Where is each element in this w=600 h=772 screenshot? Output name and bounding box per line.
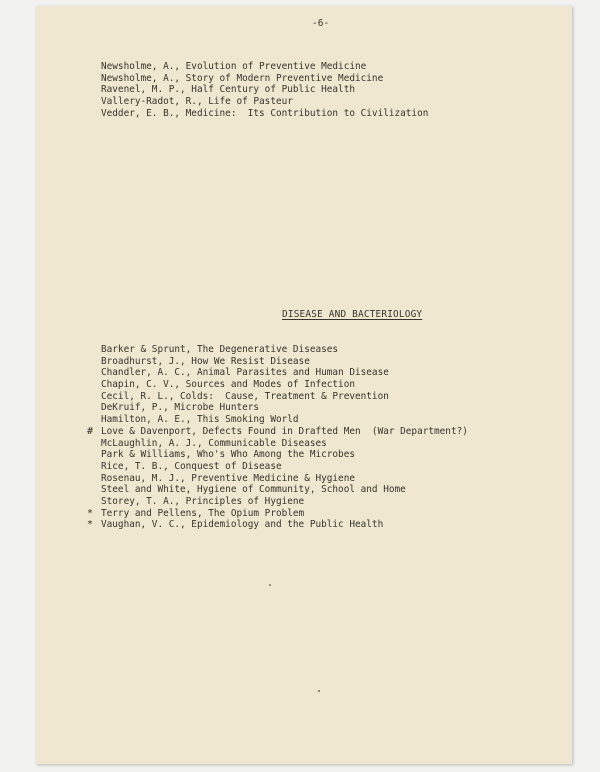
entry-text: Terry and Pellens, The Opium Problem xyxy=(101,507,305,519)
entry-text: Park & Williams, Who's Who Among the Microbes xyxy=(101,449,355,461)
entry-marker: # xyxy=(87,425,94,437)
bibliography-entry xyxy=(101,344,468,356)
entry-text: DeKruif, P., Microbe Hunters xyxy=(101,402,260,414)
entry-text: Vaughan, V. C., Epidemiology and the Public Health xyxy=(101,519,384,531)
paper-speck xyxy=(318,690,320,692)
section-heading: DISEASE AND BACTERIOLOGY xyxy=(282,309,423,320)
bibliography-entry xyxy=(87,507,468,520)
entry-marker: * xyxy=(87,519,94,531)
entry-text: Chandler, A. C., Animal Parasites and Human Disease xyxy=(101,367,389,379)
bibliography-entry xyxy=(101,484,468,496)
page-number: -6- xyxy=(312,18,330,29)
entry-marker: * xyxy=(87,507,94,519)
bibliography-entry xyxy=(101,496,468,508)
bibliography-entry xyxy=(101,449,468,461)
bibliography-list-history xyxy=(101,61,428,119)
entry-text: Hamilton, A. E., This Smoking World xyxy=(101,414,299,426)
bibliography-entry xyxy=(101,438,468,450)
entry-text: Rice, T. B., Conquest of Disease xyxy=(101,460,282,472)
entry-text: Love & Davenport, Defects Found in Drafted Men (War Department?) xyxy=(101,425,468,437)
bibliography-entry xyxy=(101,379,468,391)
entry-text: McLaughlin, A. J., Communicable Diseases xyxy=(101,437,327,449)
bibliography-entry xyxy=(101,473,468,485)
bibliography-entry xyxy=(101,391,468,403)
entry-text: Broadhurst, J., How We Resist Disease xyxy=(101,355,310,367)
bibliography-entry xyxy=(87,425,468,438)
bibliography-entry: Vallery-Radot, R., Life of Pasteur xyxy=(101,96,293,108)
bibliography-entry: Newsholme, A., Story of Modern Preventive Medicine xyxy=(101,72,384,84)
bibliography-entry xyxy=(101,356,468,368)
bibliography-entry xyxy=(101,461,468,473)
entry-text: Cecil, R. L., Colds: Cause, Treatment & Prevention xyxy=(101,390,389,402)
bibliography-entry xyxy=(101,367,468,379)
entry-text: Storey, T. A., Principles of Hygiene xyxy=(101,495,305,507)
bibliography-entry xyxy=(101,414,468,426)
entry-text: Chapin, C. V., Sources and Modes of Infection xyxy=(101,379,355,391)
bibliography-entry: Ravenel, M. P., Half Century of Public Health xyxy=(101,84,355,96)
bibliography-entry: Vedder, E. B., Medicine: Its Contribution to Civilization xyxy=(101,107,429,119)
bibliography-entry xyxy=(87,519,468,531)
entry-text: Rosenau, M. J., Preventive Medicine & Hygiene xyxy=(101,472,355,484)
bibliography-list-disease xyxy=(87,344,468,531)
entry-text: Steel and White, Hygiene of Community, School and Home xyxy=(101,484,406,496)
bibliography-entry: Newsholme, A., Evolution of Preventive Medicine xyxy=(101,61,367,72)
paper-speck xyxy=(269,584,271,586)
bibliography-entry xyxy=(101,402,468,414)
entry-text: Barker & Sprunt, The Degenerative Diseases xyxy=(101,344,339,355)
